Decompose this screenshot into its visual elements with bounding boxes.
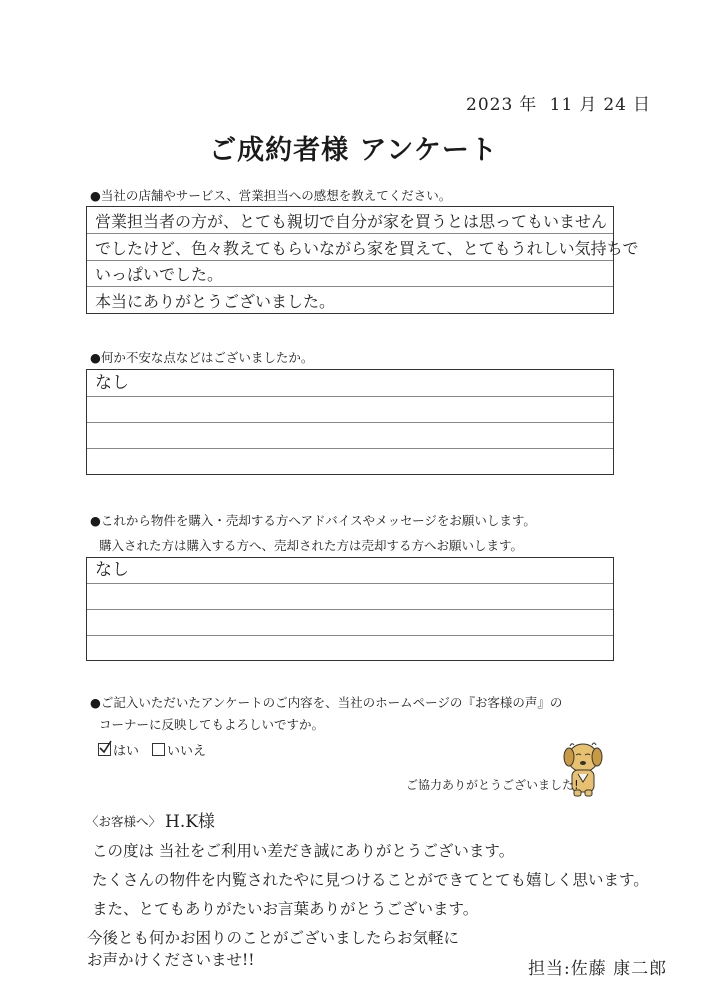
message-line: この度は 当社をご利用い差だき誠にありがとうございます。 xyxy=(92,842,515,860)
q2-question: ●何か不安な点などはございましたか。 xyxy=(90,350,314,365)
no-label: いいえ xyxy=(167,744,207,759)
q2-answer-box[interactable] xyxy=(86,369,614,475)
answer-line: 営業担当者の方が、とても親切で自分が家を買うとは思ってもいません xyxy=(95,212,608,231)
customer-label: 〈お客様へ〉 xyxy=(86,814,162,829)
answer-line: 本当にありがとうございました。 xyxy=(95,291,336,311)
q1-answer-box[interactable] xyxy=(86,206,639,314)
message-line: たくさんの物件を内覧されたやに見つけることができてとても嬉しく思います。 xyxy=(92,871,649,889)
answer-line: いっぱいでした。 xyxy=(95,265,224,284)
rule-line xyxy=(87,422,613,423)
message-line: お声かけくださいませ!! xyxy=(87,951,255,969)
yes-label: はい xyxy=(113,744,140,759)
customer-message xyxy=(87,838,649,973)
q3-question-line2: 購入された方は購入する方へ、売却された方は売却する方へお願いします。 xyxy=(99,538,524,553)
staff-signature: 担当:佐藤 康二郎 xyxy=(528,959,668,979)
message-line: また、とてもありがたいお言葉ありがとうございます。 xyxy=(92,900,479,918)
date xyxy=(466,90,657,115)
q2-answer: なし xyxy=(95,373,129,393)
rule-line xyxy=(87,448,613,449)
checkmark-icon xyxy=(98,740,112,754)
q4-question-line1: ●ご記入いただいたアンケートのご内容を、当社のホームページの『お客様の声』の xyxy=(90,695,563,710)
date-month-unit: 月 xyxy=(579,95,598,115)
date-year: 2023 xyxy=(466,95,514,115)
customer-name: H.K様 xyxy=(165,812,215,832)
date-year-unit: 年 xyxy=(519,95,538,115)
thanks-text: ご協力ありがとうございました! xyxy=(406,778,579,792)
checkbox-yes[interactable] xyxy=(98,743,111,756)
date-day-unit: 日 xyxy=(632,95,651,115)
rule-line xyxy=(87,635,613,636)
date-month: 11 xyxy=(549,95,574,115)
q3-answer: なし xyxy=(95,560,129,580)
date-day: 24 xyxy=(603,95,627,115)
consent-no[interactable] xyxy=(152,740,206,759)
consent-yes[interactable] xyxy=(98,740,139,759)
q4-question-line2: コーナーに反映してもよろしいですか。 xyxy=(99,717,325,732)
answer-line: でしたけど、色々教えてもらいながら家を買えて、とてもうれしい気持ちで xyxy=(95,238,639,258)
rule-line xyxy=(87,609,613,610)
q1-answer xyxy=(95,209,639,315)
q1-question: ●当社の店舗やサービス、営業担当への感想を教えてください。 xyxy=(90,188,452,203)
rule-line xyxy=(87,583,613,584)
q3-question-line1: ●これから物件を購入・売却する方へアドバイスやメッセージをお願いします。 xyxy=(90,513,536,528)
checkbox-no[interactable] xyxy=(152,743,165,756)
rule-line xyxy=(87,396,613,397)
message-line: 今後とも何かお困りのことがございましたらお気軽に xyxy=(87,929,460,947)
q3-answer-box[interactable] xyxy=(86,557,614,661)
page-title: ご成約者様 アンケート xyxy=(209,135,498,166)
